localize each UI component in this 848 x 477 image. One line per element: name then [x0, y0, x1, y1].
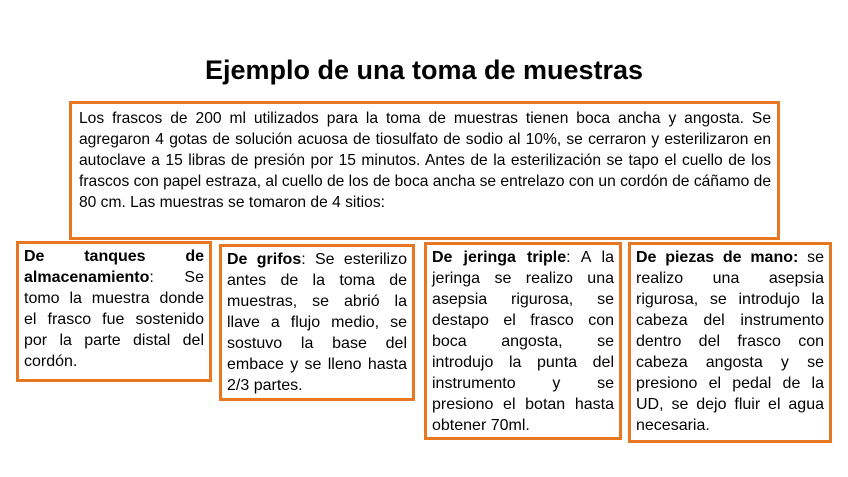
site-card-heading: De tanques de almacenamiento [24, 248, 204, 286]
site-card-text: A la jeringa se realizo una asepsia rigurosa, se destapo el frasco con boca angosta, se introdujo la punta del instrumento y se presiono el botan hasta obtener 70ml. [432, 249, 614, 434]
site-card-grifos [219, 244, 415, 401]
site-card-text: Se esterilizo antes de la toma de muestras, se abrió la llave a flujo medio, se sostuvo la base del embace y se lleno hasta 2/3 partes. [227, 251, 408, 394]
site-card-text: se realizo una asepsia rigurosa, se introdujo la cabeza del instrumento dentro del frasco con cabeza angosta y se presiono el pedal de la UD, se dejo fluir el agua necesaria. [636, 249, 824, 434]
site-card-separator: : [301, 251, 315, 268]
site-card-separator [798, 249, 807, 266]
slide-title: Ejemplo de una toma de muestras [204, 55, 644, 85]
site-card-heading: De piezas de mano: [636, 249, 799, 266]
site-card-jeringa [424, 242, 622, 440]
site-card-separator: : [566, 249, 581, 266]
intro-box [69, 101, 780, 240]
site-card-separator: : [149, 269, 185, 286]
site-card-heading: De jeringa triple [432, 249, 567, 266]
site-card-piezas [628, 242, 832, 443]
site-card-text: Se tomo la muestra donde el frasco fue sostenido por la parte distal del cordón. [24, 269, 204, 370]
intro-text: Los frascos de 200 ml utilizados para la toma de muestras tienen boca ancha y angosta. Se agregaron 4 gotas de solución acuosa de tiosulfato de sodio al 10%, se cerraron y esterilizaron en autoclave a 15 libras de presión por 15 minutos. Antes de la esterilización se tapo el cuello de los frascos con papel estraza, al cuello de los de boca ancha se entrelazo con un cordón de cáñamo de 80 cm. Las muestras se tomaron de 4 sitios: [79, 110, 771, 211]
site-card-tanques [16, 241, 212, 382]
site-card-heading: De grifos [227, 251, 302, 268]
